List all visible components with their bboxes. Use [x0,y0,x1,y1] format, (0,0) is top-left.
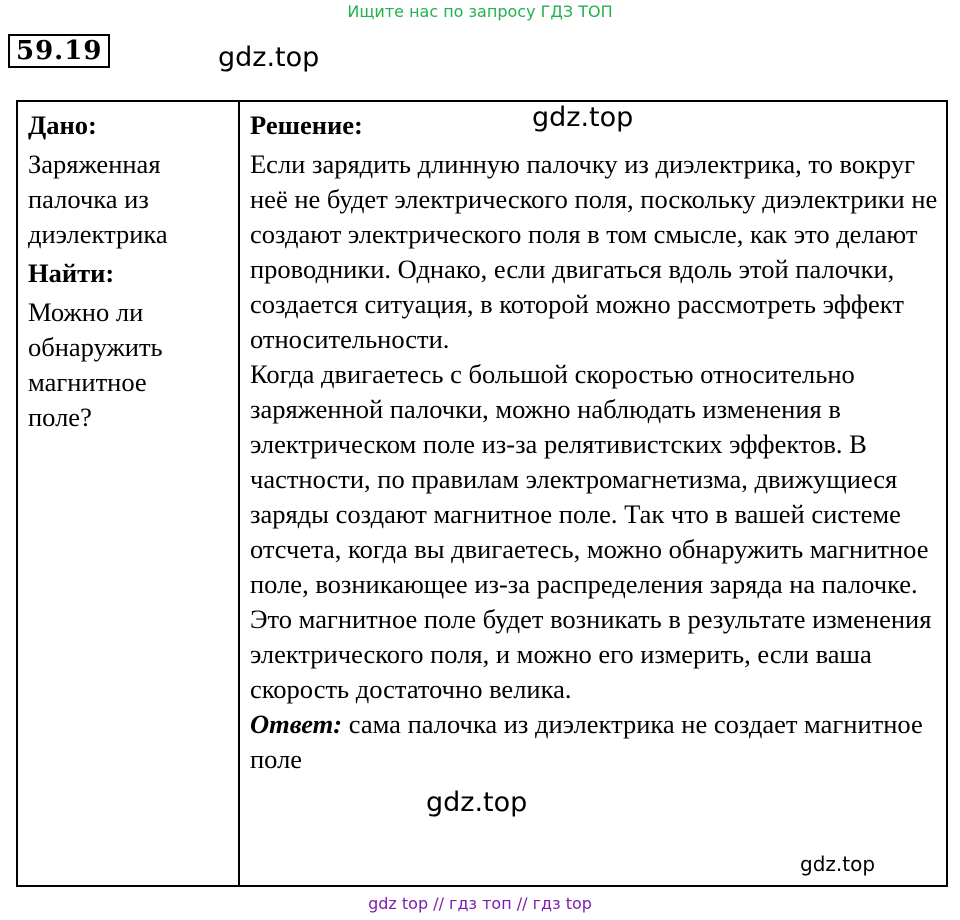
given-line: палочка из [28,184,149,214]
given-column [18,102,240,885]
solution-paragraph: Когда двигаетесь с большой скоростью относительно заряженной палочки, можно наблюдать изменения в электрическом поле из-за релятивистских эффектов. В частности, по правилам электромагнетизма, движущиеся заряды создают магнитное поле. Так что в вашей системе отсчета, когда вы двигаетесь, можно обнаружить магнитное поле, возникающее из-за распределения заряда на палочке. Это магнитное поле будет возникать в результате изменения электрического поля, и можно его измерить, если ваша скорость достаточно велика. [250,359,932,704]
find-line: поле? [28,402,92,432]
given-line: диэлектрика [28,219,168,249]
find-line: обнаружить [28,332,163,362]
problem-number: 59.19 [8,34,110,68]
solution-heading: Решение: [250,110,363,140]
task-table [16,100,948,887]
solution-column [240,102,946,885]
top-banner[interactable]: Ищите нас по запросу ГДЗ ТОП [347,2,613,21]
watermark: gdz.top [218,42,320,73]
watermark: gdz.top [800,852,876,876]
answer-label: Ответ: [250,709,343,739]
given-heading: Дано: [28,110,97,140]
watermark: gdz.top [532,102,634,133]
find-heading: Найти: [28,258,115,288]
find-line: магнитное [28,367,147,397]
given-line: Заряженная [28,149,161,179]
answer-text: сама палочка из диэлектрика не создает магнитное поле [250,709,923,774]
find-line: Можно ли [28,297,144,327]
answer [250,707,938,777]
watermark: gdz.top [426,787,528,818]
solution-paragraph: Если зарядить длинную палочку из диэлектрика, то вокруг неё не будет электрического поля, поскольку диэлектрики не создают электрического поля в том смысле, как это делают проводники. Однако, если двигаться вдоль этой палочки, создается ситуация, в которой можно рассмотреть эффект относительности. [250,149,938,354]
footer-links[interactable]: gdz top // гдз топ // гдз top [368,894,592,913]
